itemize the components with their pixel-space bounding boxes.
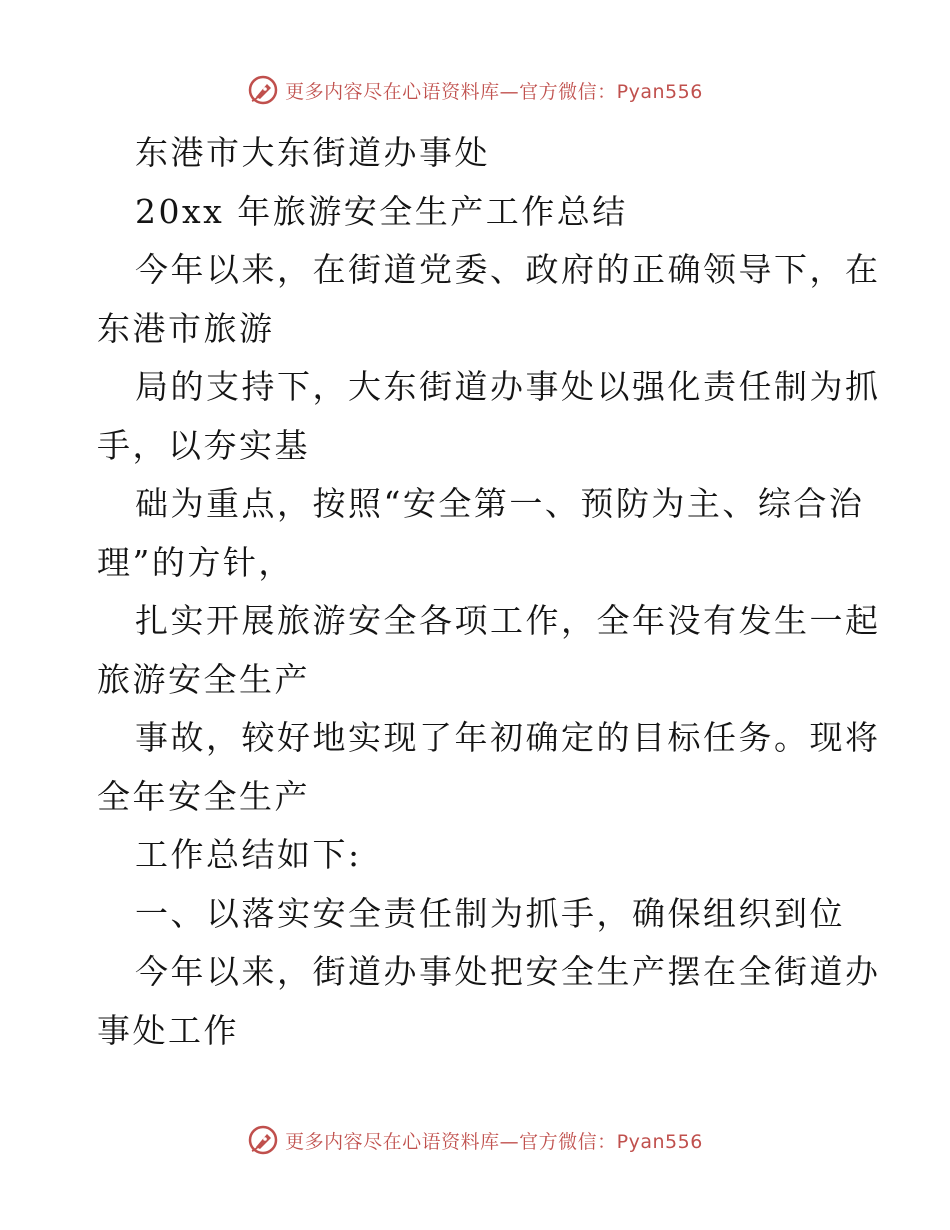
text-line: 扎实开展旅游安全各项工作，全年没有发生一起: [135, 601, 881, 640]
text-line: 事故，较好地实现了年初确定的目标任务。现将: [135, 718, 881, 757]
text-line: 旅游安全生产: [97, 659, 310, 699]
footer-watermark: [0, 1120, 950, 1160]
text-line: 东港市大东街道办事处: [135, 133, 490, 172]
text-line: 一、以落实安全责任制为抓手，确保组织到位: [135, 893, 845, 933]
text-line: 局的支持下，大东街道办事处以强化责任制为抓: [135, 367, 881, 406]
text-line: 事处工作: [97, 1010, 239, 1050]
pen-nib-circle-icon: [247, 74, 279, 106]
text-line: 全年安全生产: [97, 776, 310, 816]
header-watermark: [0, 70, 950, 110]
pen-nib-circle-icon: [247, 1124, 279, 1156]
text-line: 今年以来，在街道党委、政府的正确领导下，在: [135, 250, 881, 289]
watermark-text: 更多内容尽在心语资料库—官方微信：Pyan556: [285, 1130, 703, 1153]
document-body: [97, 124, 881, 1060]
text-line: 20xx 年旅游安全生产工作总结: [135, 191, 628, 231]
text-line: 今年以来，街道办事处把安全生产摆在全街道办: [135, 952, 881, 991]
text-line: 础为重点，按照“安全第一、预防为主、综合治: [135, 484, 865, 523]
text-line: 理”的方针，: [97, 542, 294, 582]
text-line: 手，以夯实基: [97, 425, 310, 465]
watermark-text: 更多内容尽在心语资料库—官方微信：Pyan556: [285, 80, 703, 103]
text-line: 东港市旅游: [97, 308, 275, 348]
text-line: 工作总结如下:: [135, 835, 362, 874]
